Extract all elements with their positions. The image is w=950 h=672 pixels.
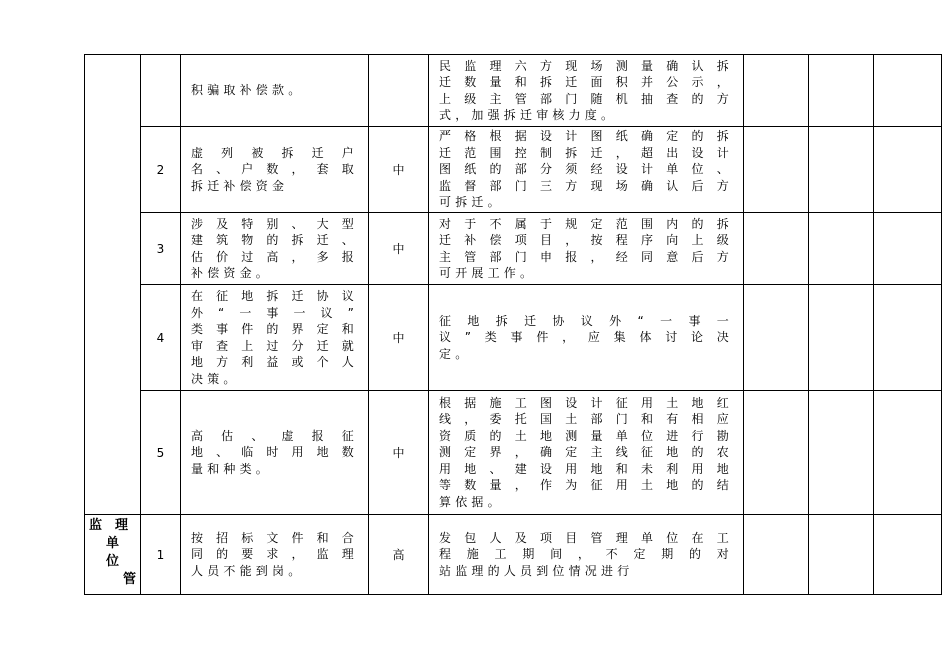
extra-cell <box>874 515 942 595</box>
risk-description-line: 名、户数，套取 <box>191 162 358 177</box>
prevention-measure-line: 等数量，作为征用土地的结 <box>439 478 733 493</box>
prevention-measure <box>429 127 744 213</box>
risk-description <box>181 515 369 595</box>
prevention-measure-line: 图纸的部分须经设计单位、 <box>439 162 733 177</box>
table-row <box>85 285 942 391</box>
risk-level: 高 <box>369 515 429 595</box>
risk-level: 中 <box>369 391 429 515</box>
remark-cell <box>809 515 874 595</box>
unit-cell-empty <box>85 55 141 515</box>
risk-description-line: 地、临时用地数 <box>191 445 358 460</box>
risk-level: 中 <box>369 213 429 285</box>
risk-description-line: 按招标文件和合 <box>191 530 358 545</box>
risk-description-line: 同的要求，监理 <box>191 547 358 562</box>
risk-description-line: 虚列被拆迁户 <box>191 145 358 160</box>
risk-level: 中 <box>369 285 429 391</box>
responsible-cell <box>744 391 809 515</box>
extra-cell <box>874 55 942 127</box>
prevention-measure-line: 主管部门申报，经同意后方 <box>439 249 733 264</box>
risk-description <box>181 285 369 391</box>
unit-label-line: 位 <box>105 554 119 569</box>
risk-description-line: 地方利益或个人 <box>191 355 358 369</box>
risk-description-line: 量和种类。 <box>191 461 273 476</box>
risk-description-line: 估价过高，多报 <box>191 249 358 264</box>
risk-description-line: 建筑物的拆迁、 <box>191 233 358 247</box>
remark-cell <box>809 285 874 391</box>
risk-level: 中 <box>369 127 429 213</box>
responsible-cell <box>744 515 809 595</box>
prevention-measure-line: 站监理的人员到位情况进行 <box>439 563 634 578</box>
extra-cell <box>874 285 942 391</box>
responsible-cell <box>744 285 809 391</box>
extra-cell <box>874 213 942 285</box>
prevention-measure-line: 议”类事件，应集体讨论决 <box>439 330 733 345</box>
row-number: 2 <box>141 127 181 213</box>
prevention-measure-line: 对于不属于规定范围内的拆 <box>439 216 733 231</box>
risk-description-line: 人员不能到岗。 <box>191 563 305 578</box>
unit-label-line: 单 <box>105 536 119 551</box>
risk-description-line: 外“一事一议” <box>191 305 358 320</box>
prevention-measure-line: 用地、建设用地和未利用地 <box>439 461 733 476</box>
prevention-measure-line: 可开展工作。 <box>439 266 537 280</box>
risk-description <box>181 391 369 515</box>
risk-description-line: 在征地拆迁协议 <box>191 289 358 303</box>
risk-description <box>181 127 369 213</box>
table-row <box>85 515 942 595</box>
risk-description-line: 涉及特别、大型 <box>191 216 358 231</box>
prevention-measure <box>429 285 744 391</box>
prevention-measure-line: 民监理六方现场测量确认拆 <box>439 58 733 73</box>
remark-cell <box>809 55 874 127</box>
prevention-measure <box>429 391 744 515</box>
risk-description-line: 类事件的界定和 <box>191 322 358 336</box>
risk-description-line: 补偿资金。 <box>191 266 273 280</box>
risk-level <box>369 55 429 127</box>
row-number: 3 <box>141 213 181 285</box>
responsible-cell <box>744 213 809 285</box>
risk-description-line: 审查上过分迁就 <box>191 338 358 353</box>
prevention-measure-line: 定。 <box>439 346 472 361</box>
row-number: 4 <box>141 285 181 391</box>
prevention-measure-line: 迁补偿项目，按程序向上级 <box>439 233 733 247</box>
prevention-measure-line: 根据施工图设计征用土地红 <box>439 395 733 410</box>
risk-description <box>181 55 369 127</box>
remark-cell <box>809 127 874 213</box>
risk-description-line: 高估、虚报征 <box>191 428 358 443</box>
table-row <box>85 213 942 285</box>
remark-cell <box>809 213 874 285</box>
risk-description-line: 决策。 <box>191 371 240 386</box>
row-number <box>141 55 181 127</box>
risk-table <box>84 54 942 595</box>
prevention-measure-line: 资质的土地测量单位进行勘 <box>439 428 733 443</box>
prevention-measure-line: 线，委托国土部门和有相应 <box>439 412 733 427</box>
risk-description-line: 拆迁补偿资金 <box>191 178 289 193</box>
row-number: 1 <box>141 515 181 595</box>
prevention-measure-line: 严格根据设计图纸确定的拆 <box>439 129 733 144</box>
prevention-measure <box>429 55 744 127</box>
unit-label-line: 监 理 <box>89 518 129 533</box>
prevention-measure-line: 算依据。 <box>439 494 504 509</box>
prevention-measure-line: 监督部门三方现场确认后方 <box>439 178 733 193</box>
table-row <box>85 391 942 515</box>
responsible-cell <box>744 127 809 213</box>
prevention-measure-line: 上级主管部门随机抽查的方 <box>439 91 733 106</box>
table-row <box>85 55 942 127</box>
prevention-measure-line: 迁数量和拆迁面积并公示， <box>439 75 733 89</box>
risk-description-line: 积骗取补偿款。 <box>191 83 305 98</box>
responsible-cell <box>744 55 809 127</box>
prevention-measure <box>429 213 744 285</box>
prevention-measure-line: 式，加强拆迁审核力度。 <box>439 108 618 122</box>
remark-cell <box>809 391 874 515</box>
prevention-measure <box>429 515 744 595</box>
prevention-measure-line: 可拆迁。 <box>439 195 504 210</box>
prevention-measure-line: 征地拆迁协议外“一事一 <box>439 313 733 328</box>
unit-label-line: 管 <box>122 572 136 587</box>
prevention-measure-line: 迁范围控制拆迁，超出设计 <box>439 145 733 160</box>
extra-cell <box>874 127 942 213</box>
prevention-measure-line: 测定界，确定主线征地的农 <box>439 445 733 460</box>
extra-cell <box>874 391 942 515</box>
unit-cell <box>85 515 141 595</box>
row-number: 5 <box>141 391 181 515</box>
table-row <box>85 127 942 213</box>
risk-description <box>181 213 369 285</box>
prevention-measure-line: 程施工期间，不定期的对 <box>439 547 733 562</box>
prevention-measure-line: 发包人及项目管理单位在工 <box>439 530 733 545</box>
